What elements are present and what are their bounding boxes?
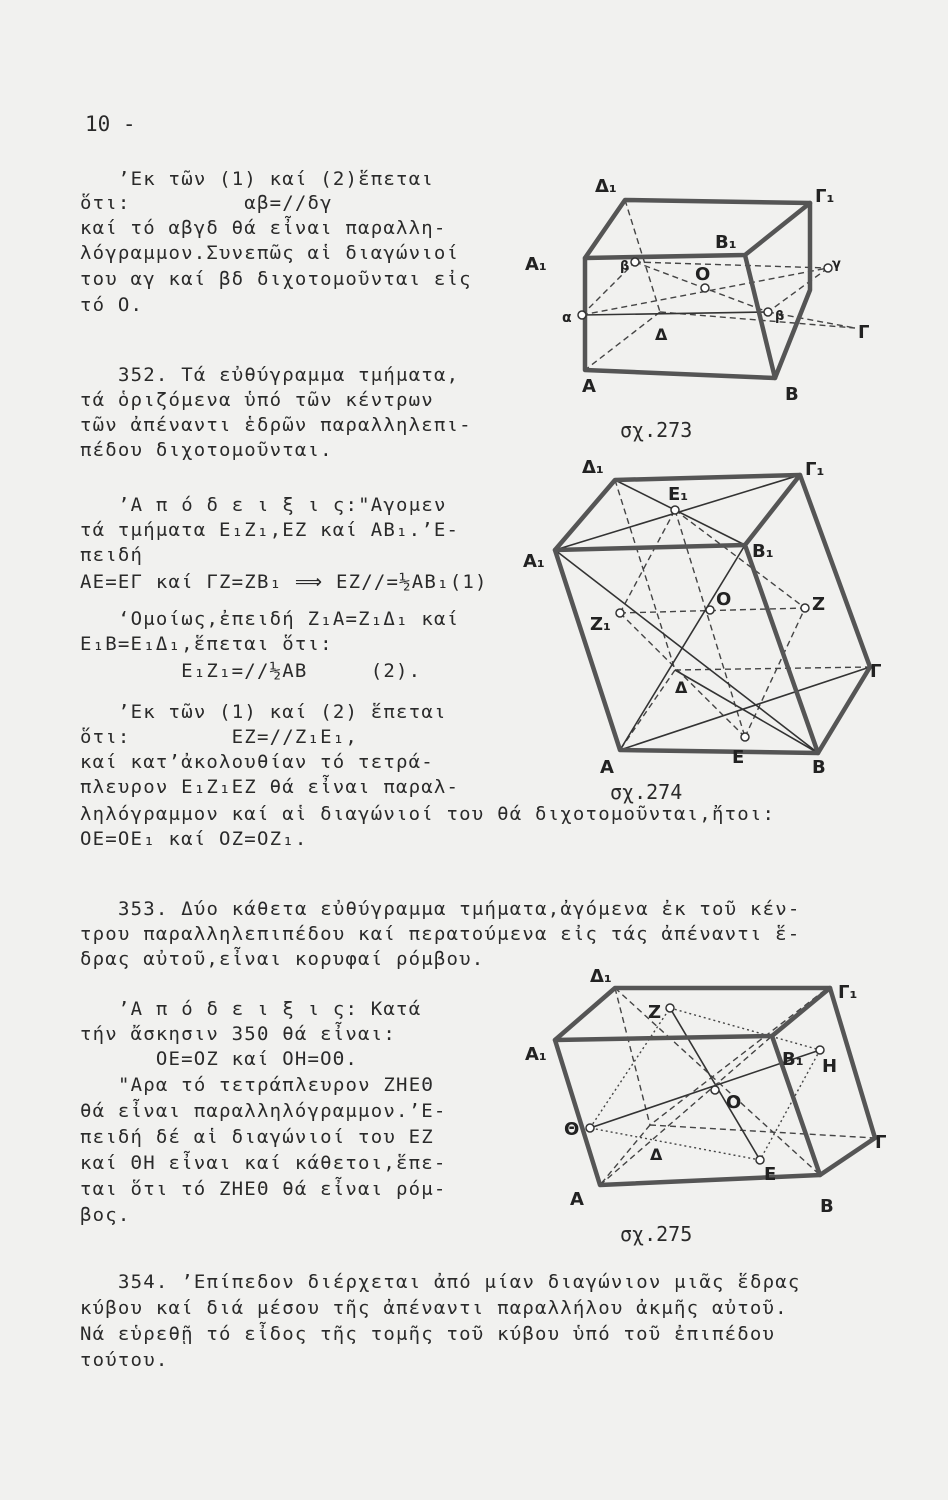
label-B1: Β₁ xyxy=(752,541,774,562)
figure-275 xyxy=(520,960,890,1220)
label-G1: Γ₁ xyxy=(815,186,835,207)
label-G: Γ xyxy=(858,322,870,343)
label-beta: β xyxy=(620,259,630,274)
inner-line xyxy=(675,510,805,608)
text-line: Νά εὑρεθῇ τό εἶδος τῆς τομῆς τοῦ κύβου ὑπό τοῦ ἐπιπέδου xyxy=(80,1323,776,1345)
label-G1: Γ₁ xyxy=(838,982,858,1003)
text-line: 352. Τά εὐθύγραμμα τμήματα, xyxy=(118,364,460,386)
point-Z xyxy=(666,1004,674,1012)
label-D1: Δ₁ xyxy=(595,176,617,197)
text-line: τῶν ἀπέναντι ἑδρῶν παραλληλεπι- xyxy=(80,414,472,436)
point-beta xyxy=(631,258,639,266)
text-line: ’Α π ό δ ε ι ξ ι ς: Κατά xyxy=(118,998,422,1020)
text-line: δρας αὐτοῦ,εἶναι κορυφαί ρόμβου. xyxy=(80,948,485,970)
label-E: Ε xyxy=(764,1164,777,1185)
label-B1: Β₁ xyxy=(782,1049,804,1070)
label-D: Δ xyxy=(650,1145,663,1164)
text-line: ΟΕ=ΟΕ₁ καί ΟΖ=ΟΖ₁. xyxy=(80,828,308,850)
point-O xyxy=(706,606,714,614)
text-line: καί τό αβγδ θά εἶναι παραλλη- xyxy=(80,217,447,239)
hidden-edge xyxy=(600,1125,650,1185)
text-line: τά τμήματα Ε₁Ζ₁,ΕΖ καί ΑΒ₁.’Ε- xyxy=(80,519,460,541)
text-line: καί κατ’ἀκολουθίαν τό τετρά- xyxy=(80,751,434,773)
text-line: ΟΕ=ΟΖ καί ΟΗ=ΟΘ. xyxy=(80,1048,359,1070)
inner-edge xyxy=(635,262,828,268)
hidden-edge xyxy=(615,480,675,670)
point-Z xyxy=(801,604,809,612)
text-line: κύβου καί διά μέσου τῆς ἀπέναντι παραλλήλου ἀκμῆς αὐτοῦ. xyxy=(80,1297,788,1319)
label-D1: Δ₁ xyxy=(582,457,604,478)
diagonal xyxy=(600,1036,772,1185)
text-line: λόγραμμον.Συνεπῶς αἱ διαγώνιοί xyxy=(80,242,460,264)
text-line: Ε₁Ζ₁=//½ΑΒ (2). xyxy=(80,660,422,682)
text-line: ὅτι: ΕΖ=//Ζ₁Ε₁, xyxy=(80,726,359,748)
hidden-edge xyxy=(615,988,650,1125)
label-A: Α xyxy=(582,376,596,397)
point-beta2 xyxy=(764,308,772,316)
label-A1: Α₁ xyxy=(525,1044,547,1065)
rhombus-edge xyxy=(590,1128,760,1160)
text-line: ληλόγραμμον καί αἱ διαγώνιοί του θά διχοτομοῦνται,ἤτοι: xyxy=(80,803,776,825)
label-A: Α xyxy=(570,1189,584,1210)
text-line: ’Εκ τῶν (1) καί (2) ἕπεται xyxy=(118,701,447,723)
label-Z: Ζ xyxy=(812,594,826,615)
point-O xyxy=(701,284,709,292)
text-line: πέδου διχοτομοῦνται. xyxy=(80,439,333,461)
text-line: ’Α π ό δ ε ι ξ ι ς:"Αγομεν xyxy=(118,494,447,516)
text-line: του αγ καί βδ διχοτομοῦνται εἰς xyxy=(80,268,472,290)
hidden-edge xyxy=(585,312,660,370)
text-line: βος. xyxy=(80,1204,131,1226)
label-G1: Γ₁ xyxy=(805,459,825,480)
label-beta2: β xyxy=(775,309,785,324)
point-H xyxy=(816,1046,824,1054)
inner-edge xyxy=(768,268,828,312)
page-number: 10 - xyxy=(85,112,136,136)
hidden-edge xyxy=(675,667,870,670)
label-B1: Β₁ xyxy=(715,232,737,253)
label-D1: Δ₁ xyxy=(590,966,612,987)
text-line: "Αρα τό τετράπλευρον ΖΗΕΘ xyxy=(118,1074,434,1096)
figure-274 xyxy=(520,445,882,778)
hidden-edge xyxy=(650,1125,875,1138)
text-line: πλευρον Ε₁Ζ₁ΕΖ θά εἶναι παραλ- xyxy=(80,776,460,798)
label-alpha: α xyxy=(562,310,572,326)
text-line: τά ὁριζόμενα ὑπό τῶν κέντρων xyxy=(80,389,434,411)
point-O xyxy=(711,1086,719,1094)
label-B: Β xyxy=(820,1196,834,1217)
label-G: Γ xyxy=(870,661,882,682)
label-O: O xyxy=(716,589,732,610)
point-Z1 xyxy=(616,609,624,617)
text-line: τό O. xyxy=(80,294,144,316)
label-D: Δ xyxy=(675,678,688,697)
label-Theta: Θ xyxy=(564,1119,580,1140)
label-A1: Α₁ xyxy=(523,551,545,572)
front-edge xyxy=(745,545,818,753)
inner-line xyxy=(620,510,675,613)
text-line: 354. ’Επίπεδον διέρχεται ἀπό μίαν διαγώνιον μιᾶς ἕδρας xyxy=(118,1271,801,1293)
caption-fig274: σχ.274 xyxy=(610,780,683,804)
label-O: O xyxy=(695,264,711,285)
label-D: Δ xyxy=(655,325,668,344)
diagonal-EZ xyxy=(670,1008,760,1160)
text-line: ὅτι: αβ=//δγ xyxy=(80,192,333,214)
text-line: καί ΘΗ εἶναι καί κάθετοι,ἕπε- xyxy=(80,1152,447,1174)
text-line: 353. Δύο κάθετα εὐθύγραμμα τμήματα,ἀγόμενα ἐκ τοῦ κέν- xyxy=(118,898,801,920)
label-A: Α xyxy=(600,757,614,778)
text-line: τήν ἄσκησιν 350 θά εἶναι: xyxy=(80,1023,396,1045)
point-E xyxy=(756,1156,764,1164)
rhombus-edge xyxy=(590,1008,670,1128)
label-E1: Ε₁ xyxy=(668,484,689,505)
inner-edge xyxy=(582,312,768,315)
caption-fig275: σχ.275 xyxy=(620,1222,693,1246)
point-gamma xyxy=(824,264,832,272)
text-line: ται ὅτι τό ΖΗΕΘ θά εἶναι ρόμ- xyxy=(80,1178,447,1200)
box-outline xyxy=(585,200,810,378)
text-line: τρου παραλληλεπιπέδου καί περατούμενα εἰς τάς ἀπέναντι ἕ- xyxy=(80,923,801,945)
label-Z1: Ζ₁ xyxy=(590,614,611,635)
text-line: πειδή xyxy=(80,544,144,566)
top-edge xyxy=(555,988,830,1040)
front-edge xyxy=(745,255,775,378)
diagonal xyxy=(555,550,818,753)
text-line: ‘Ομοίως,ἐπειδή Ζ₁Α=Ζ₁Δ₁ καί xyxy=(118,608,460,630)
caption-fig273: σχ.273 xyxy=(620,418,693,442)
text-line: Ε₁Β=Ε₁Δ₁,ἕπεται ὅτι: xyxy=(80,633,333,655)
label-gamma: γ xyxy=(832,257,841,272)
label-B: Β xyxy=(785,384,799,405)
label-Z: Ζ xyxy=(648,1002,662,1023)
label-E: Ε xyxy=(732,747,745,768)
point-E xyxy=(741,733,749,741)
figure-273 xyxy=(520,170,880,410)
point-Theta xyxy=(586,1124,594,1132)
text-line: τούτου. xyxy=(80,1349,169,1371)
label-A1: Α₁ xyxy=(525,254,547,275)
label-O: O xyxy=(726,1092,742,1113)
label-H: Η xyxy=(822,1056,838,1077)
text-line: ’Εκ τῶν (1) καί (2)ἕπεται xyxy=(118,168,434,190)
point-alpha xyxy=(578,311,586,319)
text-line: ΑΕ=ΕΓ καί ΓΖ=ΖΒ₁ ⟹ ΕΖ//=½ΑΒ₁(1) xyxy=(80,571,488,593)
text-line: πειδή δέ αἱ διαγώνιοί του ΕΖ xyxy=(80,1126,434,1148)
point-E1 xyxy=(671,506,679,514)
label-B: Β xyxy=(812,757,826,778)
label-G: Γ xyxy=(875,1132,887,1153)
text-line: θά εἶναι παραλληλόγραμμον.’Ε- xyxy=(80,1100,447,1122)
